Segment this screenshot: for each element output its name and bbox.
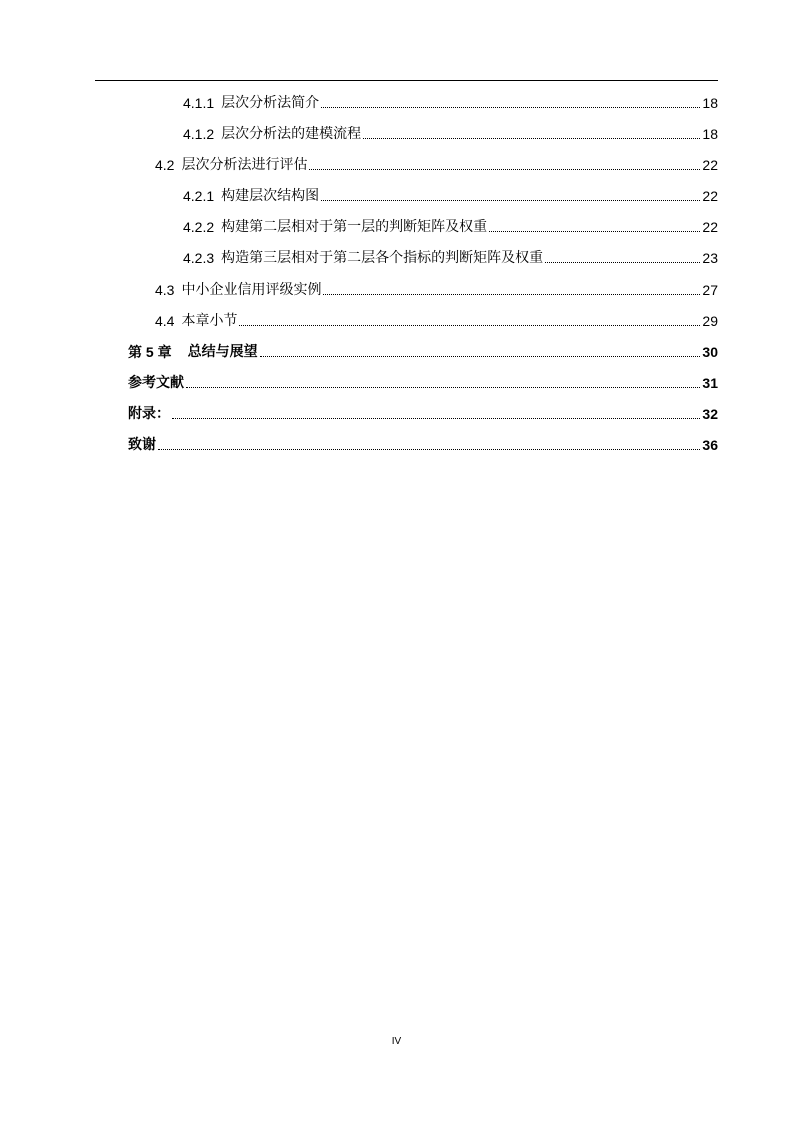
toc-entry-page: 27 [702, 282, 718, 298]
toc-entry-4-1-1[interactable] [183, 90, 718, 112]
toc-entry-page: 22 [702, 157, 718, 173]
toc-entry-number: 4.1.1 [183, 95, 215, 111]
toc-entry-page: 31 [702, 375, 718, 391]
toc-entry-4-4[interactable] [155, 308, 718, 330]
dot-leader [321, 200, 700, 201]
toc-entry-page: 36 [702, 437, 718, 453]
dot-leader [363, 138, 700, 139]
toc-entry-page: 22 [702, 188, 718, 204]
toc-entry-title: 总结与展望 [187, 344, 258, 360]
dot-leader [172, 418, 700, 419]
toc-entry-number: 第 5 章 [128, 344, 172, 360]
toc-entry-title: 附录： [128, 406, 170, 422]
dot-leader [260, 356, 701, 357]
toc-entry-title: 层次分析法进行评估 [181, 157, 308, 173]
toc-entry-title: 本章小节 [181, 313, 238, 329]
dot-leader [239, 325, 700, 326]
toc-entry-title: 中小企业信用评级实例 [181, 282, 322, 298]
page-number: IV [391, 1036, 402, 1047]
toc-entry-page: 18 [702, 95, 718, 111]
toc-entry-4-1-2[interactable] [183, 121, 718, 143]
dot-leader [321, 107, 700, 108]
toc-entry-page: 23 [702, 250, 718, 266]
toc-entry-title: 构造第三层相对于第二层各个指标的判断矩阵及权重 [221, 250, 544, 266]
toc-entry-4-2[interactable] [155, 152, 718, 174]
dot-leader [323, 294, 700, 295]
toc-entry-page: 18 [702, 126, 718, 142]
toc-entry-title: 参考文献 [128, 375, 184, 391]
toc-entry-title: 致谢 [128, 437, 156, 453]
toc-entry-acknowledgements[interactable] [128, 432, 718, 454]
toc-entry-number: 4.2.2 [183, 219, 215, 235]
toc-entry-title: 层次分析法简介 [221, 95, 320, 111]
toc-entry-number: 4.2 [155, 157, 175, 173]
toc-entry-page: 30 [702, 344, 718, 360]
toc-entry-references[interactable] [128, 370, 718, 392]
toc-entry-number: 4.4 [155, 313, 175, 329]
dot-leader [158, 449, 700, 450]
dot-leader [309, 169, 700, 170]
toc-entry-title: 层次分析法的建模流程 [221, 126, 362, 142]
toc-entry-4-2-2[interactable] [183, 214, 718, 236]
toc-entry-number: 4.2.3 [183, 250, 215, 266]
toc-entry-title: 构建第二层相对于第一层的判断矩阵及权重 [221, 219, 488, 235]
toc-entry-title: 构建层次结构图 [221, 188, 320, 204]
dot-leader [186, 387, 700, 388]
toc-entry-number: 4.2.1 [183, 188, 215, 204]
toc-entry-page: 32 [702, 406, 718, 422]
dot-leader [545, 262, 700, 263]
toc-entry-number: 4.1.2 [183, 126, 215, 142]
toc-entry-4-2-1[interactable] [183, 183, 718, 205]
toc-entry-appendix[interactable] [128, 401, 718, 423]
dot-leader [489, 231, 700, 232]
toc-entry-chapter-5[interactable] [128, 339, 718, 361]
toc-entry-4-3[interactable] [155, 277, 718, 299]
toc-entry-page: 29 [702, 313, 718, 329]
toc-entry-4-2-3[interactable] [183, 245, 718, 267]
toc-entry-number: 4.3 [155, 282, 175, 298]
toc-entry-page: 22 [702, 219, 718, 235]
